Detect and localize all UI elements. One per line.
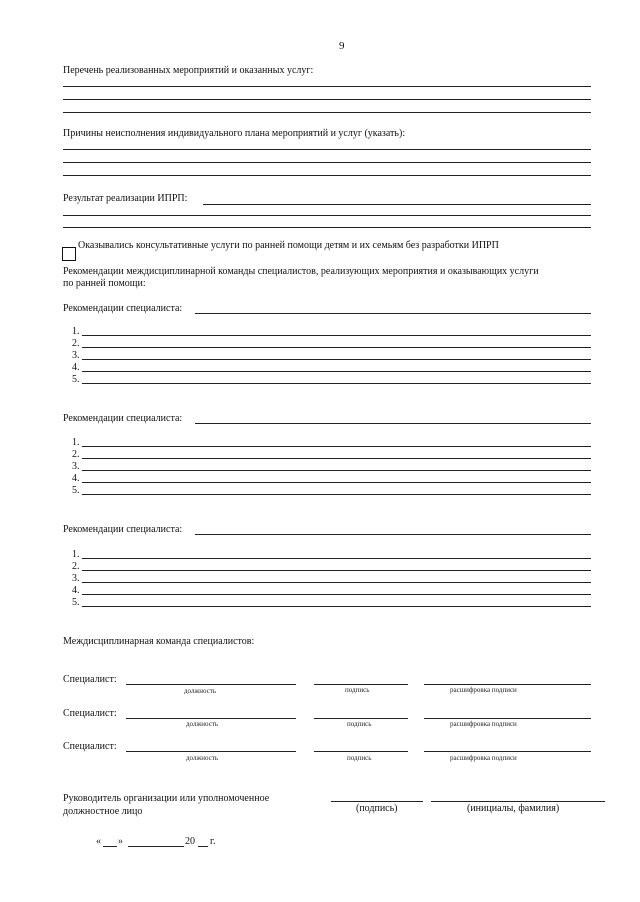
specialist-label: Специалист:: [63, 674, 117, 685]
recommendation-item-line[interactable]: [82, 371, 591, 372]
head-signature-caption: (подпись): [356, 803, 398, 814]
recommendation-item-number: 3.: [72, 461, 80, 472]
specialist-label: Специалист:: [63, 708, 117, 719]
signature-line[interactable]: [314, 684, 408, 685]
decoding-line[interactable]: [424, 684, 591, 685]
recommendation-item-number: 4.: [72, 585, 80, 596]
page-number: 9: [339, 40, 345, 52]
recommendation-item-line[interactable]: [82, 570, 591, 571]
services-line-3[interactable]: [63, 112, 591, 113]
services-label: Перечень реализованных мероприятий и оказанных услуг:: [63, 65, 314, 76]
specialist-recommendations-label: Рекомендации специалиста:: [63, 524, 183, 535]
result-label: Результат реализации ИПРП:: [63, 193, 188, 204]
decoding-line[interactable]: [424, 718, 591, 719]
specialist-recommendations-label: Рекомендации специалиста:: [63, 303, 183, 314]
specialist-recommendations-label: Рекомендации специалиста:: [63, 413, 183, 424]
recommendation-item-number: 2.: [72, 561, 80, 572]
team-recommendations-line-2: по ранней помощи:: [63, 278, 146, 289]
result-line-3[interactable]: [63, 227, 591, 228]
signature-caption: подпись: [345, 686, 370, 694]
reasons-line-1[interactable]: [63, 149, 591, 150]
reasons-line-3[interactable]: [63, 175, 591, 176]
recommendation-item-line[interactable]: [82, 446, 591, 447]
position-line[interactable]: [126, 718, 296, 719]
date-month-line[interactable]: [128, 846, 184, 847]
position-line[interactable]: [126, 751, 296, 752]
specialist-name-line[interactable]: [195, 313, 591, 314]
specialist-name-line[interactable]: [195, 423, 591, 424]
recommendation-item-number: 3.: [72, 350, 80, 361]
services-line-2[interactable]: [63, 99, 591, 100]
recommendation-item-number: 3.: [72, 573, 80, 584]
services-line-1[interactable]: [63, 86, 591, 87]
decoding-caption: расшифровка подписи: [450, 754, 517, 762]
decoding-caption: расшифровка подписи: [450, 686, 517, 694]
recommendation-item-line[interactable]: [82, 383, 591, 384]
recommendation-item-line[interactable]: [82, 458, 591, 459]
team-recommendations-line-1: Рекомендации междисциплинарной команды специалистов, реализующих мероприятия и оказывающих услуги: [63, 266, 539, 277]
signature-line[interactable]: [314, 718, 408, 719]
consult-checkbox-label: Оказывались консультативные услуги по ранней помощи детям и их семьям без разработки ИПРП: [78, 240, 499, 251]
recommendation-item-line[interactable]: [82, 606, 591, 607]
recommendation-item-line[interactable]: [82, 335, 591, 336]
recommendation-item-number: 5.: [72, 597, 80, 608]
recommendation-item-number: 5.: [72, 485, 80, 496]
recommendation-item-number: 2.: [72, 449, 80, 460]
position-caption: должность: [184, 687, 217, 695]
specialist-label: Специалист:: [63, 741, 117, 752]
recommendation-item-line[interactable]: [82, 482, 591, 483]
head-label-line-1: Руководитель организации или уполномоченное: [63, 793, 270, 804]
position-caption: должность: [186, 754, 219, 762]
consult-checkbox[interactable]: [62, 247, 76, 261]
recommendation-item-number: 4.: [72, 473, 80, 484]
specialist-name-line[interactable]: [195, 534, 591, 535]
result-line-2[interactable]: [63, 215, 591, 216]
recommendation-item-line[interactable]: [82, 582, 591, 583]
recommendation-item-number: 1.: [72, 549, 80, 560]
signature-line[interactable]: [314, 751, 408, 752]
result-line-1[interactable]: [203, 204, 591, 205]
date-day-line[interactable]: [103, 846, 117, 847]
position-line[interactable]: [126, 684, 296, 685]
head-signature-line[interactable]: [331, 801, 423, 802]
recommendation-item-number: 2.: [72, 338, 80, 349]
team-label: Междисциплинарная команда специалистов:: [63, 636, 255, 647]
decoding-caption: расшифровка подписи: [450, 720, 517, 728]
head-label-line-2: должностное лицо: [63, 806, 143, 817]
head-initials-line[interactable]: [431, 801, 605, 802]
recommendation-item-line[interactable]: [82, 594, 591, 595]
recommendation-item-line[interactable]: [82, 494, 591, 495]
recommendation-item-number: 5.: [72, 374, 80, 385]
recommendation-item-line[interactable]: [82, 470, 591, 471]
head-initials-caption: (инициалы, фамилия): [467, 803, 560, 814]
recommendation-item-number: 4.: [72, 362, 80, 373]
signature-caption: подпись: [347, 720, 372, 728]
signature-caption: подпись: [347, 754, 372, 762]
recommendation-item-line[interactable]: [82, 558, 591, 559]
reasons-line-2[interactable]: [63, 162, 591, 163]
date-year-suffix: г.: [210, 836, 216, 847]
date-year-line[interactable]: [198, 846, 208, 847]
recommendation-item-line[interactable]: [82, 359, 591, 360]
decoding-line[interactable]: [424, 751, 591, 752]
date-close-quote: »: [118, 836, 123, 847]
recommendation-item-line[interactable]: [82, 347, 591, 348]
reasons-label: Причины неисполнения индивидуального плана мероприятий и услуг (указать):: [63, 128, 406, 139]
recommendation-item-number: 1.: [72, 326, 80, 337]
date-year-prefix: 20: [185, 836, 195, 847]
recommendation-item-number: 1.: [72, 437, 80, 448]
date-open-quote: «: [96, 836, 101, 847]
position-caption: должность: [186, 720, 219, 728]
